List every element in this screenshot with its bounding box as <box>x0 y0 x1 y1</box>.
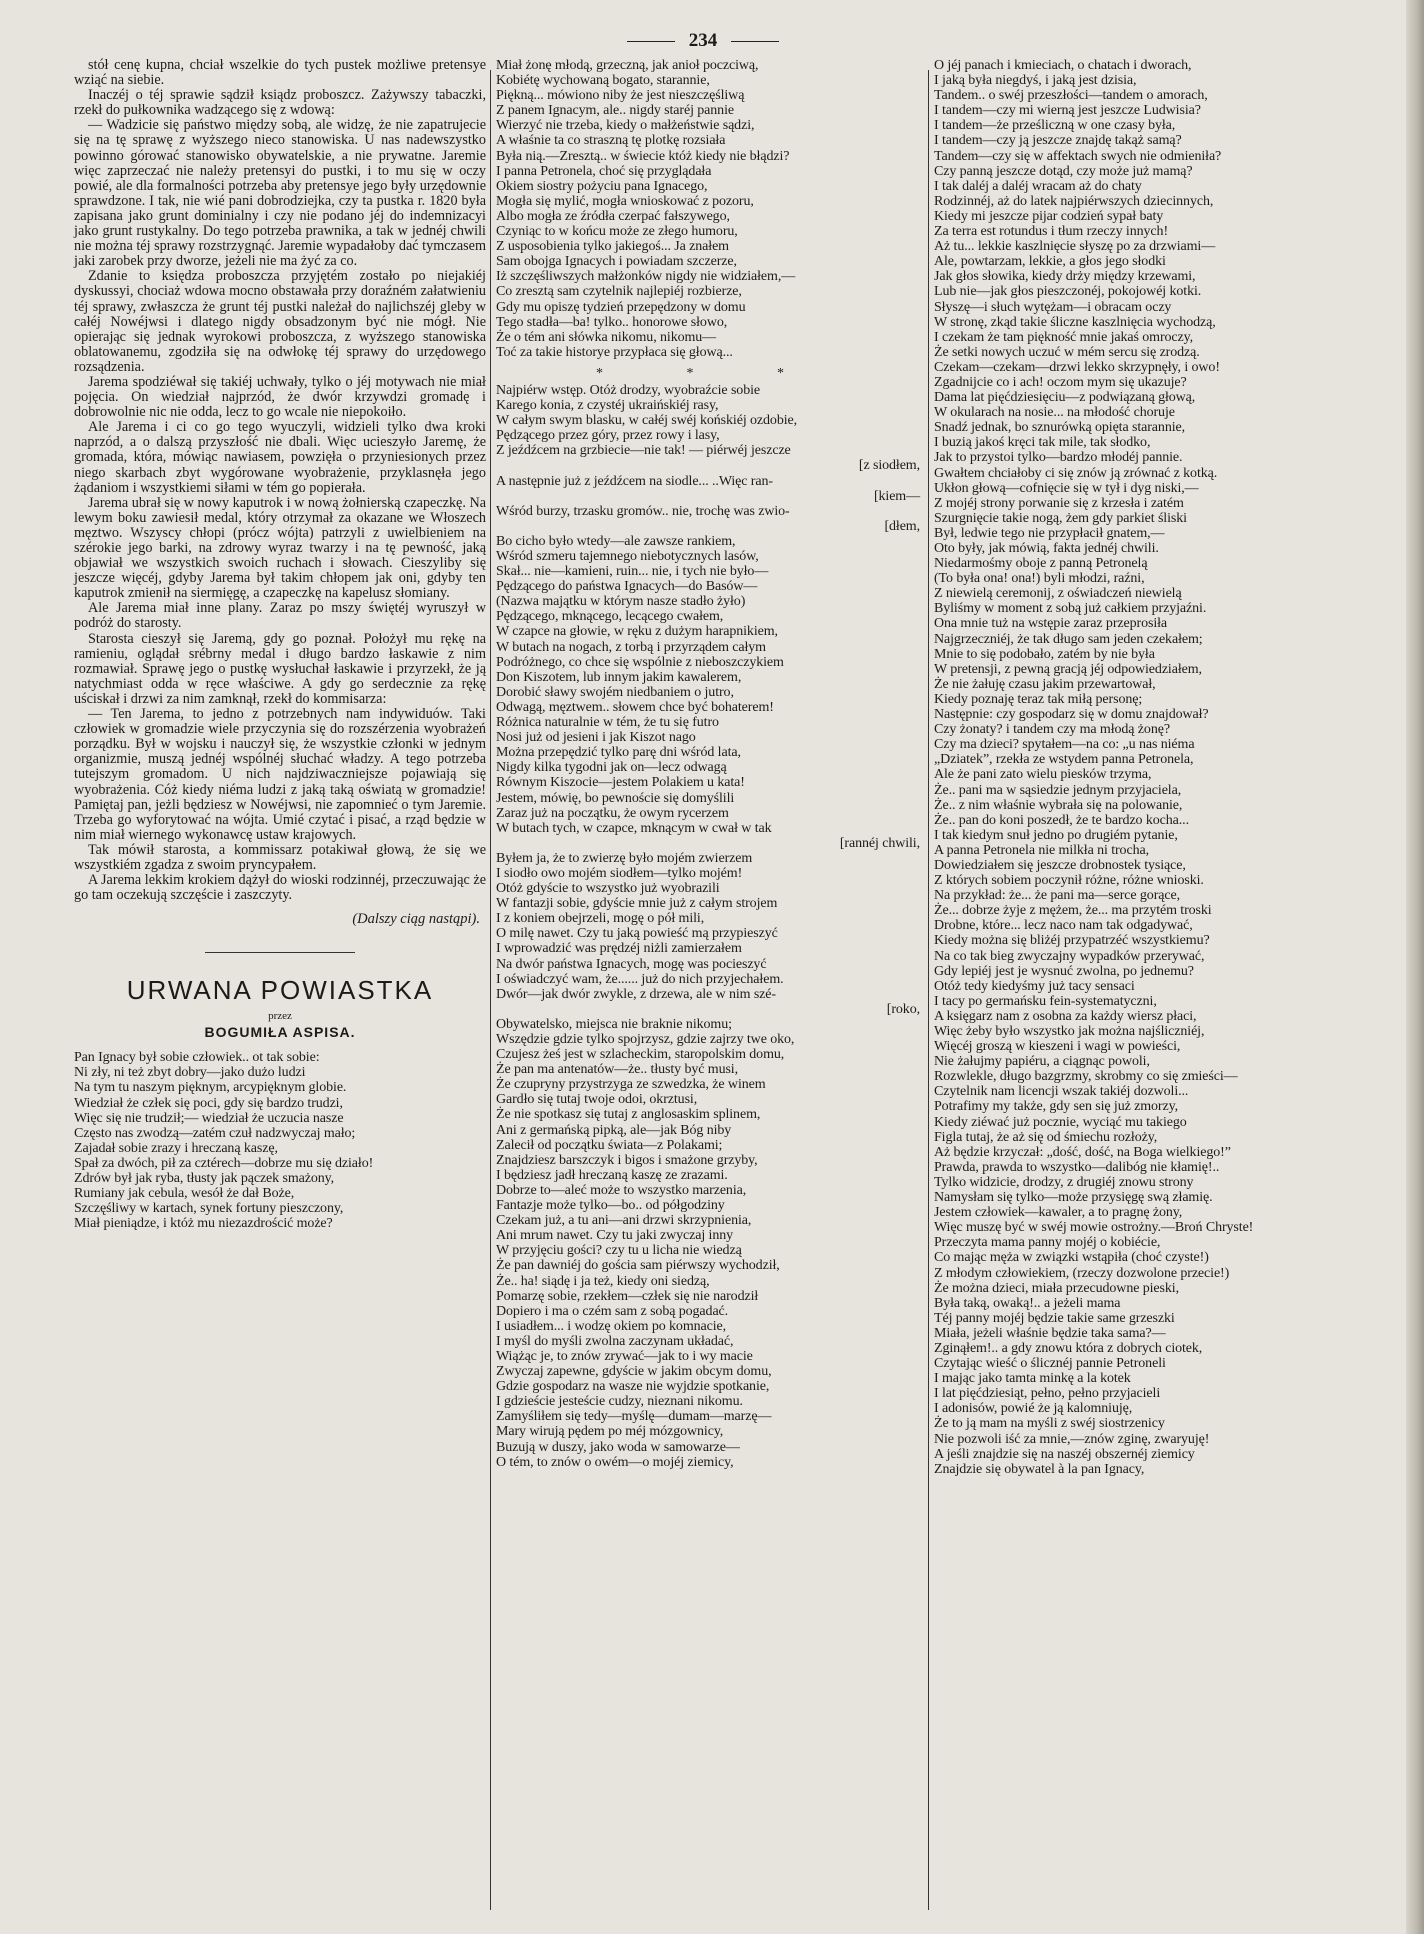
poem-line: Rumiany jak cebula, wesół że dał Boże, <box>74 1186 295 1202</box>
poem-line: Że.. z nim właśnie wybrała się na polowanie, <box>934 797 1183 813</box>
poem-line: Gdy mu opiszę tydzień przepędzony w domu <box>496 299 746 315</box>
poem-line: I tacy po germańsku fein-systematyczni, <box>934 993 1157 1009</box>
poem-line: Z jeźdźcem na grzbiecie—nie tak! — piérwéj jeszcze <box>496 443 791 459</box>
poem-line: Jak to przystoi tylko—bardzo młodéj pannie. <box>934 450 1183 466</box>
poem-line: Czujesz żeś jest w szlacheckim, staropolskim domu, <box>496 1047 785 1063</box>
poem-line: Czy żonaty? i tandem czy ma młodą żonę? <box>934 722 1170 738</box>
poem-line: Szurgnięcie takie nogą, żem gdy parkiet śliski <box>934 510 1187 526</box>
poem-start <box>74 1050 486 1231</box>
paragraph: Starosta cieszył się Jaremą, gdy go poznał. Położył mu rękę na ramieniu, oglądał srébrny medal i długo bardzo łaskawie z nim rozmawiał. Sprawę jego o pustkę wysłuchał łaskawie i przyrzekł, że ją natychmiast odda w ręce właściwe. A gdy go serdecznie za rękę uściskał i drzwi za nim zamknął, rzekł do kommisarza: <box>74 630 486 707</box>
poem-line: W butach tych, w czapce, mknącym w cwał w tak <box>496 820 772 836</box>
poem-line: Spał za dwóch, pił za cztérech—dobrze mu się działo! <box>74 1155 374 1171</box>
poem-line: Wśród szmeru tajemnego niebotycznych lasów, <box>496 549 759 564</box>
story-author: BOGUMIŁA ASPISA. <box>204 1024 356 1041</box>
poem-line: I tandem—czy ją jeszcze znajdę takąż samą? <box>934 133 1182 149</box>
poem-line: Ale, powtarzam, lekkie, a głos jego słodki <box>934 254 1166 270</box>
poem-line: O tém, to znów o owém—o mojéj ziemicy, <box>496 1454 734 1470</box>
poem-line: Gdzie gospodarz na wasze nie wyjdzie spotkanie, <box>496 1379 770 1395</box>
poem-line: Zaraz już na początku, że owym rycerzem <box>496 805 729 821</box>
poem-line: Ale że pani zato wielu piesków trzyma, <box>934 767 1152 783</box>
poem-line: Zajadał sobie zrazy i hreczaną kaszę, <box>74 1140 278 1156</box>
poem-line: Z usposobienia tylko jakiegoś... Ja znałem <box>496 239 729 255</box>
poem-line: Toć za takie historye przypłaca się głową... <box>496 344 733 360</box>
poem-line: I czekam że tam piękność mnie jakaś omroczy, <box>934 329 1194 345</box>
poem-line: Że o tém ani słówka nikomu, nikomu— <box>496 329 717 345</box>
header-rule-right <box>731 41 779 42</box>
poem-line: (To była ona! ona!) byli młodzi, raźni, <box>934 571 1145 587</box>
poem-line: Równym Kiszocie—jestem Polakiem u kata! <box>496 775 745 791</box>
poem-line: Pędzącego, mknącego, lecącego cwałem, <box>496 609 724 625</box>
poem-line: I będziesz jadł hreczaną kaszę ze zrazami. <box>496 1167 728 1183</box>
poem-line: Więc się nie trudził;— wiedział że uczucia nasze <box>74 1110 344 1126</box>
poem-line: Miał żonę młodą, grzeczną, jak anioł poczciwą, <box>496 58 759 73</box>
poem-line: A panna Petronela nie milkła ni trocha, <box>934 842 1149 858</box>
poem-line: Że setki nowych uczuć w mém sercu się zrodzą. <box>934 344 1200 360</box>
poem-line: A jeśli znajdzie się na naszéj obszernéj ziemicy <box>934 1446 1195 1462</box>
poem-line: Że nie żałuję czasu jakim przewartował, <box>934 676 1156 692</box>
poem-line: Znajdziesz barszczyk i bigos i smażone grzyby, <box>496 1152 758 1168</box>
poem-line: Szczęśliwy w kartach, synek fortuny pieszczony, <box>74 1201 344 1217</box>
poem-line: Bo cicho było wtedy—ale zawsze rankiem, <box>496 533 736 549</box>
poem-line: Za terra est rotundus i tłum rzeczy innych! <box>934 224 1169 240</box>
poem-line: Téj panny mojéj będzie takie same grzeszki <box>934 1310 1175 1326</box>
poem-line: Rozwlekle, długo bazgrzmy, skrobmy co się zmieści— <box>934 1069 1238 1085</box>
poem-line: Na tym tu naszym pięknym, arcypięknym globie. <box>74 1080 347 1096</box>
poem-line: I siodło owo mojém siodłem—tylko mojém! <box>496 865 743 881</box>
poem-line: „Dziatek”, rzekła ze wstydem panna Petronela, <box>934 752 1194 768</box>
poem-line: Gardło się tutaj twoje odoi, okrztusi, <box>496 1092 698 1108</box>
poem-line: Niedarmośmy oboje z panną Petronelą <box>934 556 1148 572</box>
paragraph: Ale Jarema i ci co go tego wyuczyli, widzieli tylko dwa kroki naprzód, a o dalszą przyszłość nie dbali. Więc ucieszyło Jaremę, że gromada, która, mówiąc nawiasem, powzięła o przyniesionych przez niego skarbach zbyt wygórowane wyobrażenie, przyklasnęła jego żądaniom i wszystkiemi siłami w tém go popierała. <box>74 419 486 496</box>
poem-line: I z koniem obejrzeli, mogę o pół mili, <box>496 911 705 927</box>
poem-line: Nie żałujmy papiéru, a ciągnąc powoli, <box>934 1054 1150 1070</box>
column-prose <box>74 58 486 1231</box>
poem-line: Figla tutaj, że aż się od śmiechu rozłoży, <box>934 1129 1158 1145</box>
poem-line: Nie pozwoli iść za mnie,—znów zginę, zwaryuję! <box>934 1431 1210 1447</box>
prose-article <box>74 58 486 903</box>
poem-line: Z panem Ignacym, ale.. nigdy staréj pannie <box>496 103 734 119</box>
poem-line: Przeczyta mama panny mojéj o kobiécie, <box>934 1235 1161 1251</box>
column-poem-2 <box>496 58 924 1470</box>
continuation-note: (Dalszy ciąg nastąpi). <box>352 911 480 928</box>
poem-line: Kiedy poznaję teraz tak miłą personę; <box>934 691 1143 707</box>
poem-line: O milę nawet. Czy tu jaką powieść mą przypieszyć <box>496 926 778 942</box>
poem-line: Podróżnego, co chce się wspólnie z nieboszczykiem <box>496 654 784 670</box>
poem-line: I myśl do myśli zwolna zaczynam układać, <box>496 1333 734 1349</box>
poem-line: Więcéj groszą w kieszeni i wagi w powieści, <box>934 1039 1181 1055</box>
page-number <box>0 30 1406 52</box>
poem-line: Buzują w duszy, jako woda w samowarze— <box>496 1439 740 1455</box>
poem-line: Co mając męża w związki wstąpiła (choć czyste!) <box>934 1250 1209 1266</box>
poem-line: Wiążąc je, to znów zrywać—jak to i wy macie <box>496 1348 753 1364</box>
poem-line: Wierzyć nie trzeba, kiedy o małżeństwie sądzi, <box>496 118 755 134</box>
poem-line: A następnie już z jeźdźcem na siodle... ..Więc ran- <box>496 473 773 489</box>
poem-line: Z mojéj strony porwanie się z krzesła i zatém <box>934 495 1184 511</box>
column-divider <box>928 70 929 1910</box>
poem-line: Aż będzie krzyczał: „dość, dość, na Boga wielkiego!” <box>934 1144 1231 1160</box>
story-title: URWANA POWIASTKA <box>126 975 434 1006</box>
poem-line: Z niewielą ceremonij, z oświadczeń niewielą <box>934 586 1182 602</box>
poem-line: Różnica naturalnie w tém, że tu się futro <box>496 715 719 731</box>
poem-line: Gdy lepiéj jest je wysnuć zwolna, po jednemu? <box>934 963 1194 979</box>
poem-line: I gdzieście jesteście cudzy, nieznani nikomu. <box>496 1394 743 1410</box>
poem-line: Nosi już od jesieni i jak Kiszot nago <box>496 730 696 746</box>
poem-line: Wśród burzy, trzasku gromów.. nie, trochę was zwio- <box>496 503 790 519</box>
poem-line: Że pan ma antenatów—że.. tłusty być musi, <box>496 1062 739 1078</box>
poem-line: Pędzącego przez góry, przez rowy i lasy, <box>496 428 720 444</box>
poem-line: Pomarzę sobie, rzekłem—człek się nie narodził <box>496 1288 759 1304</box>
poem-line: W fantazji sobie, gdyście mnie już z całym strojem <box>496 896 778 912</box>
poem-line: Dobrze to—aleć może to wszystko marzenia, <box>496 1182 747 1198</box>
column-poem-3 <box>934 58 1400 1477</box>
poem-line: Zdrów był jak ryba, tłusty jak pączek smażony, <box>74 1171 335 1186</box>
poem-line: Czekam—czekam—drzwi lekko skrzypnęły, i owo! <box>934 359 1220 375</box>
poem-line: Zgadnijcie co i ach! oczom mym się ukazuje? <box>934 374 1187 390</box>
poem-line: Słyszę—i słuch wytężam—i obracam oczy <box>934 299 1172 315</box>
poem-line: Ani mrum nawet. Czy tu jaki zwyczaj inny <box>496 1228 734 1244</box>
byline-label: przez <box>268 1010 292 1023</box>
poem-line: Lub nie—jak głos pieszczonéj, pokojowéj kotki. <box>934 284 1202 300</box>
poem-line: Obywatelsko, miejsca nie braknie nikomu; <box>496 1016 732 1032</box>
poem-line: Drobne, które... lecz naco nam tak odgadywać, <box>934 918 1193 934</box>
poem-line: Z których sobiem poczynił różne, różne wnioski. <box>934 873 1204 889</box>
poem-line: Byłem ja, że to zwierzę było mojém zwierzem <box>496 850 753 866</box>
poem-line: [rannéj chwili, <box>839 835 920 851</box>
poem-line: Można przepędzić tylko parę dni wśród lata, <box>496 745 741 761</box>
poem-line: Tandem—czy się w affektach swych nie odmieniła? <box>934 148 1222 164</box>
poem-line: [kiem— <box>873 488 920 504</box>
poem-line: Z młodym człowiekiem, (rzeczy dozwolone przecie!) <box>934 1265 1230 1281</box>
header-rule-left <box>627 41 675 42</box>
poem-line: Zalecił od początku świata—z Polakami; <box>496 1137 723 1153</box>
poem-line: Tylko widzicie, drodzy, z drugiéj znowu strony <box>934 1174 1194 1190</box>
poem-line: Nigdy kilka tygodni jak on—lecz odwagą <box>496 760 727 776</box>
poem-line: Sam obojga Ignacych i powiadam szczerze, <box>496 254 737 270</box>
poem-line: Karego konia, z czystéj ukraińskiéj rasy, <box>496 398 719 414</box>
poem-line: Namysłam się tylko—może przysięgę swą złamię. <box>934 1190 1213 1206</box>
poem-line: I lat pięćdziesiąt, pełno, pełno przyjacieli <box>934 1386 1161 1402</box>
poem-line: Ni zły, ni też zbyt dobry—jako dużo ludzi <box>74 1065 306 1081</box>
poem-line: Więc muszę być w swéj mowie ostrożny.—Broń Chryste! <box>934 1220 1254 1236</box>
poem-line: W butach na nogach, z torbą i przyrządem całym <box>496 639 766 655</box>
poem-line: Miał pieniądze, i któż mu niezazdrościć może? <box>74 1216 333 1232</box>
poem-line: Na przykład: że... że pani ma—serce gorące, <box>934 888 1181 904</box>
poem-line: I buzią jakoś kręci tak mile, tak słodko, <box>934 435 1151 451</box>
poem-line: Jak głos słowika, kiedy drży między krzewami, <box>934 269 1196 285</box>
poem-line: Miała, jeżeli właśnie będzie taka sama?— <box>934 1325 1166 1341</box>
poem-line: Otóż gdyście to wszystko już wyobrazili <box>496 881 720 897</box>
poem-line: Znajdzie się obywatel à la pan Ignacy, <box>934 1461 1145 1477</box>
poem-line: Prawda, prawda to wszystko—dalibóg nie kłamię!.. <box>934 1159 1220 1175</box>
poem-line: W czapce na głowie, w ręku z dużym harapnikiem, <box>496 624 778 640</box>
poem-line: Kiedy można się bliżéj przypatrzéć wszystkiemu? <box>934 933 1210 949</box>
poem-line: Pan Ignacy był sobie człowiek.. ot tak sobie: <box>74 1050 320 1066</box>
poem-line: Fantazje może tylko—bo.. od półgodziny <box>496 1198 725 1214</box>
poem-line: Często nas zwodzą—zatém czuł nadzwyczaj mało; <box>74 1125 356 1141</box>
poem-line: Zamyśliłem się tedy—myślę—dumam—marzę— <box>496 1409 772 1425</box>
poem-stanza <box>934 58 1400 1477</box>
paragraph: Inaczéj o téj sprawie sądził ksiądz proboszcz. Zażywszy tabaczki, rzekł do pułkownika wadzącego się z wdową: <box>74 87 486 119</box>
paragraph: Jarema spodziéwał się takiéj uchwały, tylko o jéj motywach nie miał pojęcia. On wiedział najprzód, że dwór krzywdzi gromadę i dobrowolnie nic nie odda, lecz to go wcale nie niepokoiło. <box>74 373 486 421</box>
poem-line: Czytelnik nam licencji wszak takiéj dozwoli... <box>934 1084 1189 1100</box>
poem-line: Dwór—jak dwór zwykle, z drzewa, ale w nim szé- <box>496 986 776 1002</box>
poem-line: Mnie to się podobało, zatém by nie była <box>934 646 1155 662</box>
poem-line: W pretensji, z pewną gracją jéj odpowiedziałem, <box>934 661 1202 677</box>
poem-line: Była taką, owaką!.. a jeżeli mama <box>934 1295 1121 1311</box>
paragraph: A Jarema lekkim krokiem dążył do wioski rodzinnéj, przeczuwając że go tam oczekują szczęście i zaszczyty. <box>74 872 486 904</box>
poem-line: W całym swym blasku, w całéj swéj końskiéj ozdobie, <box>496 413 798 429</box>
poem-line: Mary wirują pędem po méj mózgownicy, <box>496 1424 724 1440</box>
poem-stanza <box>496 58 924 360</box>
poem-line: Dorobić sławy swojém niedbaniem o jutro, <box>496 684 734 700</box>
poem-line: [roko, <box>886 1001 920 1017</box>
poem-line: Że.. pani ma w sąsiedzie jednym przyjaciela, <box>934 782 1182 798</box>
poem-line: Jestem człowiek—kawaler, a to pragnę żony, <box>934 1205 1183 1221</box>
poem-line: W okularach na nosie... na młodość choruje <box>934 405 1175 421</box>
poem-line: (Nazwa majątku w którym nasze stadło żyło) <box>496 594 746 610</box>
poem-stanza <box>496 383 924 1470</box>
poem-line: I tak kiedym snuł jedno po drugiém pytanie, <box>934 827 1178 843</box>
poem-line: O jéj panach i kmieciach, o chatach i dworach, <box>934 58 1192 73</box>
paragraph: Zdanie to księdza proboszcza przyjętém zostało po niejakiéj dyskussyi, chociaż wdowa mocno obstawała przy doraźném załatwieniu téj sprawy, zwłaszcza że grunt téj pustki należał do najlichszéj gleby w całéj Nowéjwsi i dlatego nigdy obsadzonym być nie mógł. Nie opierając się jednak wyrokowi proboszcza, z wyższego stanowiska oblatowanemu, zgodziła się na odwłokę téj sprawy do urzędowego rozsądzenia. <box>74 268 486 375</box>
poem-line: I jaką była niegdyś, i jaką jest dzisia, <box>934 73 1137 89</box>
poem-line: Jestem, mówię, bo pewnoście się domyślili <box>496 790 735 806</box>
poem-line: Ani z germańską pipką, ale—jak Bóg niby <box>496 1122 732 1138</box>
poem-line: Co zresztą sam czytelnik najlepiéj rozbierze, <box>496 284 742 300</box>
poem-line: Mogła się mylić, mogła wnioskować z pozoru, <box>496 193 754 209</box>
poem-line: Czyniąc to w końcu może ze złego humoru, <box>496 224 738 240</box>
poem-line: Najpiérw wstęp. Otóż drodzy, wyobraźcie sobie <box>496 382 761 398</box>
poem-line: Ukłon głową—cofnięcie się w tył i dyg niski,— <box>934 480 1199 496</box>
poem-line: Iż szczęśliwszych małżonków nigdy nie widziałem,— <box>496 269 796 285</box>
poem-line: I wprowadzić was prędzéj niżli zamierzałem <box>496 941 742 957</box>
poem-line: Czy panną jeszcze dotąd, czy może już mamą? <box>934 163 1193 179</box>
poem-line: Że... dobrze żyje z mężem, że... ma przytém troski <box>934 903 1212 919</box>
poem-line: Albo mogła ze źródła czerpać fałszywego, <box>496 208 730 224</box>
poem-line: Tego stadła—ba! tylko.. honorowe słowo, <box>496 314 728 330</box>
poem-line: Wiedział że człek się poci, gdy się bardzo trudzi, <box>74 1095 343 1111</box>
poem-line: [z siodłem, <box>858 458 920 474</box>
poem-line: Więc żeby było wszystko jak można najśliczniéj, <box>934 1024 1205 1039</box>
poem-line: Rodzinnéj, aż do latek najpiérwszych dziecinnych, <box>934 193 1214 209</box>
poem-line: I oświadczyć wam, że...... już do nich przyjechałem. <box>496 971 784 987</box>
poem-line: Tandem.. o swéj przeszłości—tandem o amorach, <box>934 88 1208 104</box>
poem-line: Była nią.—Zresztą.. w świecie któż kiedy nie błądzi? <box>496 148 790 164</box>
poem-line: Gwałtem chciałoby ci się znów ją zrównać z kotką. <box>934 465 1218 481</box>
poem-line: Że czupryny przystrzyga ze szwedzka, że winem <box>496 1077 766 1093</box>
poem-line: Czytając wieść o ślicznéj pannie Petroneli <box>934 1356 1166 1372</box>
poem-line: I mając jako tamta minkę a la kotek <box>934 1371 1131 1387</box>
poem-line: Otóż tedy kiedyśmy już tacy sensaci <box>934 978 1135 994</box>
poem-line: [dłem, <box>884 518 920 534</box>
poem-line: A księgarz nam z osobna za każdy wiersz płaci, <box>934 1008 1197 1024</box>
paragraph: — Wadzicie się państwo między sobą, ale widzę, że nie zapatrujecie się na tę sprawę z wyższego nieco stanowiska. U nas nadewszystko powinno górować stanowisko obywatelskie, a nie prywatne. Jaremie więc zaprzeczać nie należy pretensyi do pustki, i to mu się w oczy powié, ale dla formalności potrzeba aby pretensye jego były urzędownie sprawdzone. I tak, nie wié pani dobrodziejka, czy ta pustka r. 1820 była zapisana jako grunt dominialny i czy nie podano jéj do indemnizacyi jako grunt rustykalny. Do tego potrzeba prawnika, a tak w jednéj chwili nie można téj sprawy rozstrzygnąć. Jaremie wypadałoby dać tymczasem jaki zarobek przy dworze, jeżeli nie ma żyć za co. <box>74 117 486 270</box>
poem-line: Kiedy mi jeszcze pijar codzień sypał baty <box>934 208 1164 224</box>
paragraph: Jarema ubrał się w nowy kaputrok i w nową żołnierską czapeczkę. Na lewym boku zawiesił medal, który otrzymał za okazane we Włoszech męztwo. Wszyscy chłopi (prócz wójta) patrzyli z uwielbieniem na szérokie jego barki, na zdrowy wyraz twarzy i na tę pewność, jaką objawiał we wszystkich swoich ruchach i słowach. Cieszyliby się jeszcze więcéj, gdyby Jarema był takim chłopem jak oni, gdyby ten kaputrok zmienił na siermięgę, a czapeczkę na kapelusz słomiany. <box>74 494 486 602</box>
asterism-separator: * * * <box>596 365 824 381</box>
poem-line: I usiadłem... i wodzę okiem po komnacie, <box>496 1318 727 1334</box>
poem-line: Czekam już, a tu ani—ani drzwi skrzypnienia, <box>496 1213 752 1229</box>
poem-line: Piękną... mówiono niby że jest nieszczęśliwą <box>496 88 745 104</box>
poem-line: Dopiero i ma o czém sam z sobą pogadać. <box>496 1303 729 1319</box>
column-divider <box>490 70 491 1910</box>
poem-line: Potrafimy my także, gdy sen się już zmorzy, <box>934 1099 1179 1115</box>
poem-line: Że pan dawniéj do gościa sam piérwszy wychodził, <box>496 1258 780 1274</box>
poem-line: Zwyczaj zapewne, gdyście w jakim obcym domu, <box>496 1364 772 1380</box>
poem-line: I tandem—czy mi wierną jest jeszcze Ludwisia? <box>934 103 1201 119</box>
paragraph: — Ten Jarema, to jedno z potrzebnych nam indywiduów. Taki człowiek w gromadzie wiele przyczynia się do rozszérzenia wyobrażeń porządku. Był w wojsku i nauczył się, że wszystkie członki w jednym organizmie, muszą jednéj wspólnéj słuchać władzy. A tego potrzeba tutejszym gromadom. U nich najdziwaczniejsze pojawiają się wyobrażenia. Cóż kiedy niéma ludzi z jaką taką oświatą w gromadzie! Pamiętaj pan, jeżli będziesz w Nowéjwsi, nie zapomnieć o tym Jaremie. Trzeba go wyforytować na wójta. Umié czytać i pisać, a rząd będzie w nim miał wiernego wykonawcę ustaw krajowych. <box>74 706 486 843</box>
poem-line: Że nie spotkasz się tutaj z anglosaskim splinem, <box>496 1107 761 1123</box>
poem-line: I adonisów, powié że ją kalomniuję, <box>934 1401 1133 1417</box>
poem-line: Ona mnie tuż na wstępie zaraz przeprosiła <box>934 616 1168 632</box>
poem-line: I tandem—że prześliczną w one czasy była, <box>934 118 1176 134</box>
poem-line: Odwagą, męztwem.. słowem chce być bohaterem! <box>496 699 774 715</box>
paragraph: Ale Jarema miał inne plany. Zaraz po mszy świętéj wyruszył w podróż do starosty. <box>74 600 486 632</box>
section-divider <box>205 952 355 953</box>
poem-line: I panna Petronela, choć się przyglądała <box>496 163 712 179</box>
page-number-text: 234 <box>688 30 718 51</box>
poem-line: I tak daléj a daléj wracam aż do chaty <box>934 178 1142 194</box>
poem-line: Byliśmy w moment z sobą już całkiem przyjaźni. <box>934 601 1207 617</box>
poem-line: Że to ją mam na myśli z swéj siostrzenicy <box>934 1416 1165 1432</box>
poem-line: Był, ledwie tego nie przypłacił gnatem,— <box>934 525 1165 541</box>
poem-line: Że.. pan do koni poszedł, że te bardzo kocha... <box>934 812 1189 828</box>
poem-line: Oto były, jak mówią, fakta jednéj chwili. <box>934 541 1159 556</box>
poem-line: Dowiedziałem się jeszcze drobnostek tysiące, <box>934 857 1186 873</box>
poem-line: Skał... nie—kamieni, ruin... nie, i tych nie było— <box>496 564 769 580</box>
poem-line: Wszędzie gdzie tylko spojrzysz, gdzie zajrzy twe oko, <box>496 1032 795 1047</box>
poem-line: Snadź jednak, bo sznurówką opięta starannie, <box>934 420 1186 436</box>
poem-line: Na dwór państwa Ignacych, mogę was pocieszyć <box>496 956 767 972</box>
poem-line: Następnie: czy gospodarz się w domu znajdował? <box>934 707 1209 723</box>
paragraph: Tak mówił starosta, a kommissarz potakiwał głową, że się we wszystkiém zgadza z swoim pryncypałem. <box>74 841 486 873</box>
poem-line: Zginąłem!.. a gdy znowu która z dobrych ciotek, <box>934 1340 1203 1356</box>
adjacent-page-edge <box>1406 0 1424 1934</box>
poem-line: Że można dzieci, miała przecudowne pieski, <box>934 1280 1179 1296</box>
poem-line: W przyjęciu gości? czy tu u licha nie wiedzą <box>496 1243 742 1259</box>
poem-line: Pędzącego do państwa Ignacych—do Basów— <box>496 579 758 595</box>
poem-line: Że.. ha! siądę i ja też, kiedy oni siedzą, <box>496 1273 710 1289</box>
poem-line: Na co tak bieg zwyczajny wypadków przerywać, <box>934 948 1205 964</box>
poem-line: Aż tu... lekkie kaszlnięcie słyszę po za drzwiami— <box>934 239 1216 255</box>
poem-line: Kiedy ziéwać już pocznie, wyciąć mu takiego <box>934 1114 1187 1130</box>
poem-line: Kobiétę wychowaną bogato, starannie, <box>496 73 710 89</box>
poem-line: Don Kiszotem, lub innym jakim kawalerem, <box>496 669 742 685</box>
paragraph: stół cenę kupna, chciał wszelkie do tych pustek możliwe pretensye wziąć na siebie. <box>74 57 486 89</box>
poem-line: Najgrzeczniéj, że tak długo sam jeden czekałem; <box>934 631 1203 647</box>
poem-line: Okiem siostry pożyciu pana Ignacego, <box>496 178 708 194</box>
poem-line: A właśnie ta co straszną tę plotkę rozsiała <box>496 133 726 149</box>
poem-line: Dama lat pięćdziesięciu—z podwiązaną głową, <box>934 390 1196 406</box>
poem-line: Czy ma dzieci? spytałem—na co: „u nas niéma <box>934 737 1195 753</box>
poem-line: W stronę, zkąd takie śliczne kaszlnięcia wychodzą, <box>934 314 1216 330</box>
